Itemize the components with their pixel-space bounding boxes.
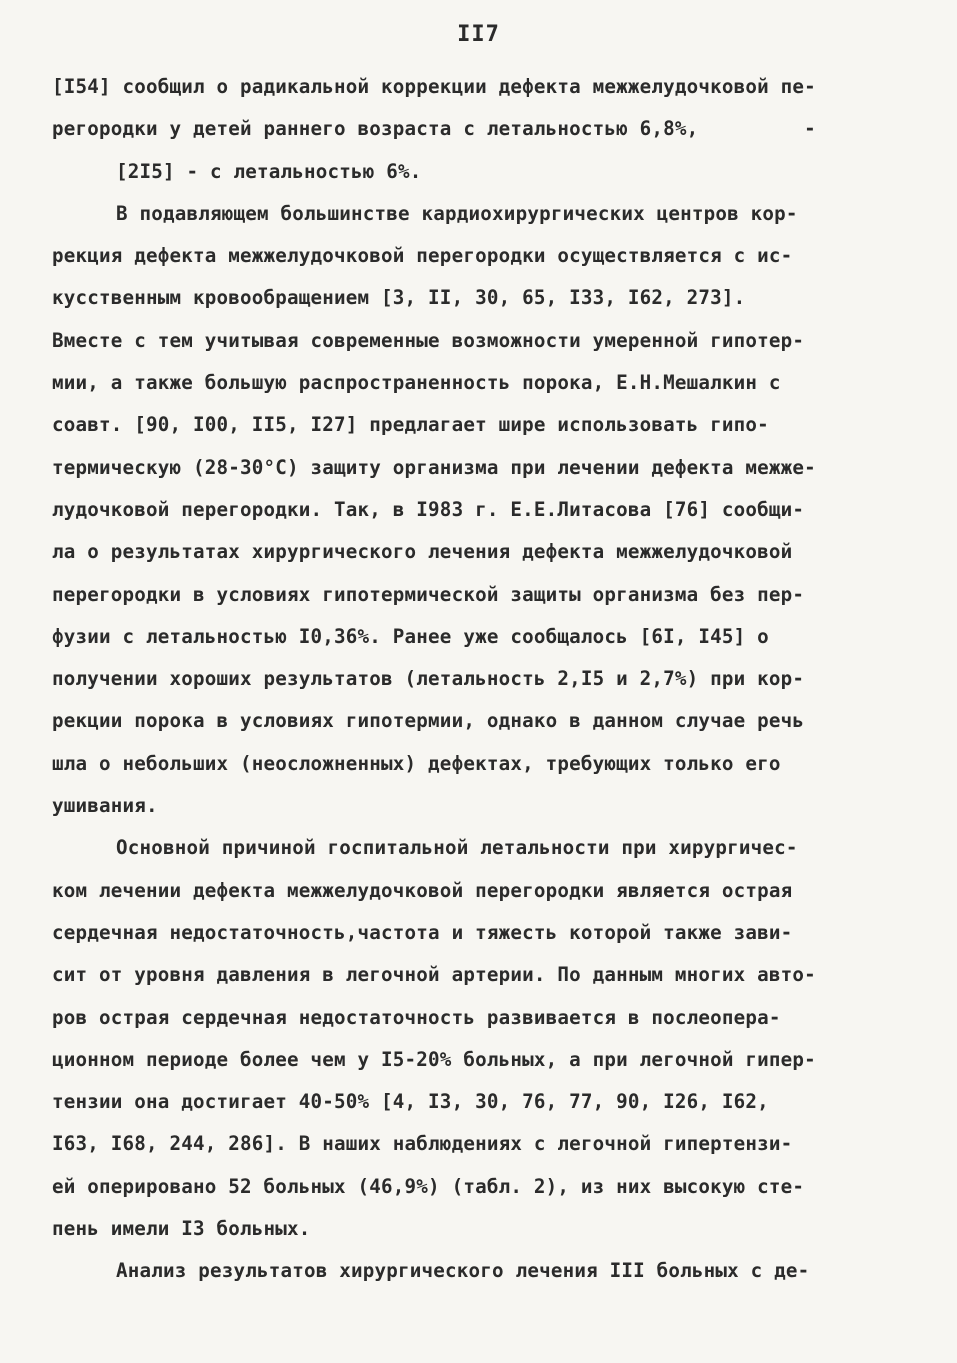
text-line: В подавляющем большинстве кардиохирургических центров кор- [116, 201, 798, 225]
text-line: шла о небольших (неосложненных) дефектах, требующих только его [52, 751, 781, 775]
text-line: лудочковой перегородки. Так, в I983 г. Е.Е.Литасова [76] сообщи- [52, 497, 805, 521]
text-line: Анализ результатов хирургического лечения III больных с де- [116, 1259, 810, 1283]
text-line: ей оперировано 52 больных (46,9%) (табл. 2), из них высокую сте- [52, 1174, 805, 1198]
text-line: ушивания. [52, 794, 158, 818]
text-line: рекции порока в условиях гипотермии, однако в данном случае речь [52, 709, 805, 733]
text-line: пень имели I3 больных. [52, 1217, 311, 1241]
text-line: ционном периоде более чем у I5-20% больных, а при легочной гипер- [52, 1047, 816, 1071]
text-line: соавт. [90, I00, II5, I27] предлагает шире использовать гипо- [52, 413, 769, 437]
text-line: мии, а также большую распространенность порока, Е.Н.Мешалкин с [52, 371, 781, 395]
text-line: рекция дефекта межжелудочковой перегородки осуществляется с ис- [52, 244, 793, 268]
text-line: сит от уровня давления в легочной артерии. По данным многих авто- [52, 963, 816, 987]
body-text [52, 66, 897, 1293]
text-line: [2I5] - с летальностью 6%. [116, 159, 422, 183]
text-line: тензии она достигает 40-50% [4, I3, 30, 76, 77, 90, I26, I62, [52, 1090, 769, 1114]
text-line: Основной причиной госпитальной летальности при хирургичес- [116, 836, 798, 860]
text-line: термическую (28-30°С) защиту организма при лечении дефекта межже- [52, 455, 816, 479]
text-line: перегородки в условиях гипотермической защиты организма без пер- [52, 582, 805, 606]
text-line: сердечная недостаточность,частота и тяжесть которой также зави- [52, 920, 793, 944]
text-line: ров острая сердечная недостаточность развивается в послеопера- [52, 1005, 781, 1029]
text-line: кусственным кровообращением [3, II, 30, 65, I33, I62, 273]. [52, 286, 746, 310]
text-line: ком лечении дефекта межжелудочковой перегородки является острая [52, 878, 793, 902]
text-line: регородки у детей раннего возраста с летальностью 6,8%, - [52, 117, 816, 141]
text-line: получении хороших результатов (летальность 2,I5 и 2,7%) при кор- [52, 667, 805, 691]
text-line: Вместе с тем учитывая современные возможности умеренной гипотер- [52, 328, 805, 352]
text-line: I63, I68, 244, 286]. В наших наблюдениях с легочной гипертензи- [52, 1132, 793, 1156]
text-line: фузии с летальностью I0,36%. Ранее уже сообщалось [6I, I45] о [52, 624, 769, 648]
text-line: ла о результатах хирургического лечения дефекта межжелудочковой [52, 540, 793, 564]
page-number: II7 [457, 22, 500, 47]
text-line: [I54] сообщил о радикальной коррекции дефекта межжелудочковой пе- [52, 75, 816, 98]
